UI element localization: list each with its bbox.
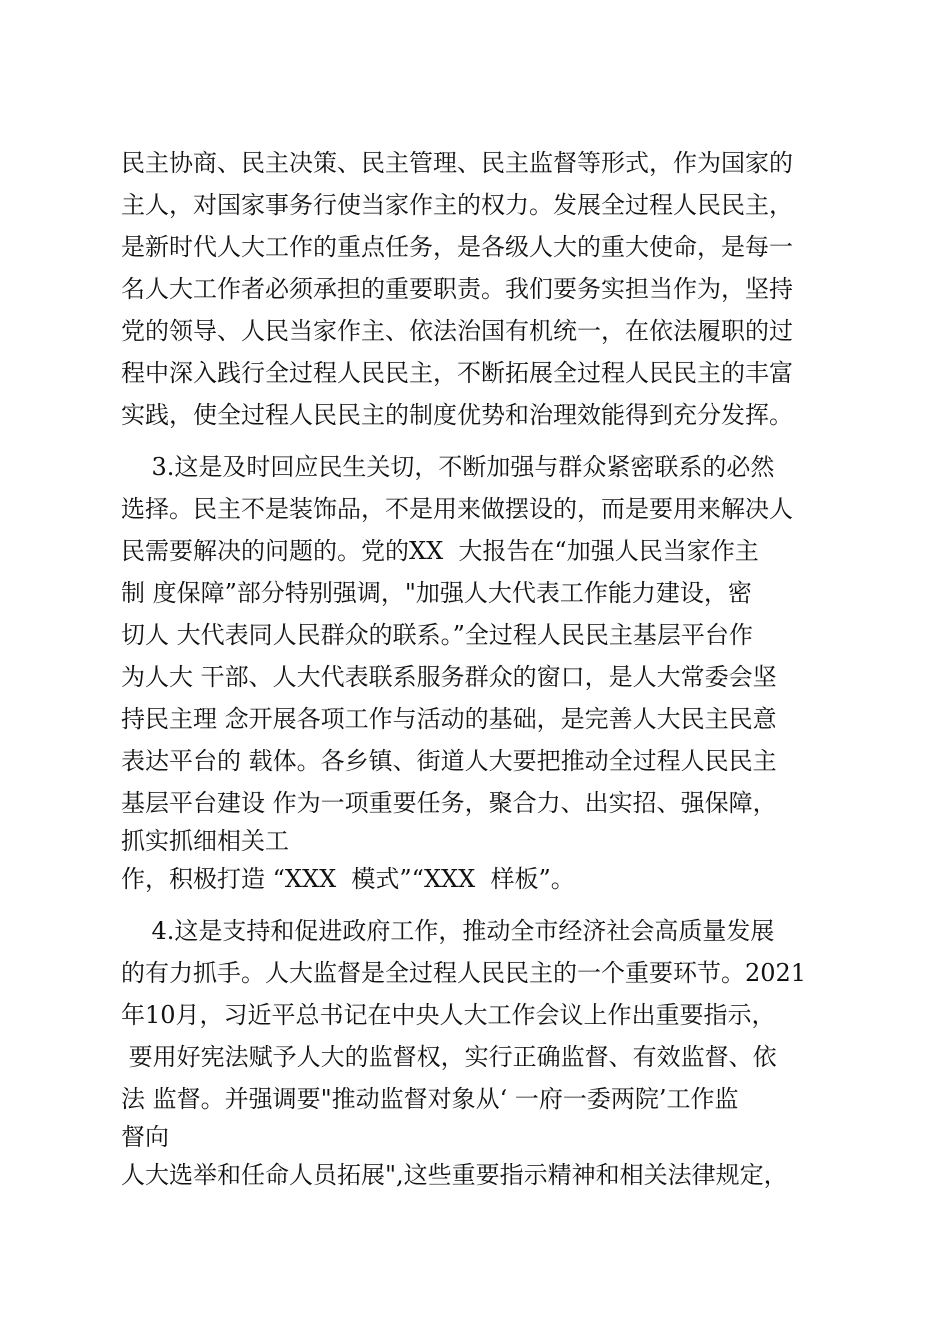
text-line: 党的领导、人民当家作主、依法治国有机统一，在依法履职的过	[121, 317, 793, 345]
text-line: 主人，对国家事务行使当家作主的权力。发展全过程人民民主，	[121, 191, 793, 219]
text-line: 选择。民主不是装饰品，不是用来做摆设的，而是要用来解决人	[121, 495, 793, 523]
text-line: 抓实抓细相关工	[121, 827, 289, 855]
text-line: 是新时代人大工作的重点任务，是各级人大的重大使命，是每一	[121, 233, 793, 261]
text-line: 名人大工作者必须承担的重要职责。我们要务实担当作为，坚持	[121, 275, 793, 303]
text-line: 督向	[121, 1123, 169, 1151]
paragraph-3-start: 3.这是及时回应民生关切，不断加强与群众紧密联系的必然	[121, 453, 775, 481]
text-line: 为人大 干部、人大代表联系服务群众的窗口，是人大常委会坚	[121, 663, 777, 691]
text-line: 民需要解决的问题的。党的XX 大报告在“加强人民当家作主	[121, 537, 759, 565]
paragraph-4-start: 4.这是支持和促进政府工作，推动全市经济社会高质量发展	[121, 917, 775, 945]
text-line: 程中深入践行全过程人民民主，不断拓展全过程人民民主的丰富	[121, 359, 793, 387]
text-line: 的有力抓手。人大监督是全过程人民民主的一个重要环节。2021	[121, 959, 807, 987]
text-line: 表达平台的 载体。各乡镇、街道人大要把推动全过程人民民主	[121, 747, 777, 775]
text-line: 法 监督。并强调要"推动监督对象从‘ 一府一委两院’工作监	[121, 1085, 739, 1113]
text-line: 人大选举和任命人员拓展",这些重要指示精神和相关法律规定，	[121, 1161, 788, 1189]
text-line: 切人 大代表同人民群众的联系。”全过程人民民主基层平台作	[121, 621, 753, 649]
text-line: 民主协商、民主决策、民主管理、民主监督等形式，作为国家的	[121, 149, 793, 177]
text-line: 作，积极打造 “XXX 模式”“XXX 样板”。	[121, 865, 575, 893]
text-line: 持民主理 念开展各项工作与活动的基础，是完善人大民主民意	[121, 705, 777, 733]
text-line: 实践，使全过程人民民主的制度优势和治理效能得到充分发挥。	[121, 401, 793, 429]
text-line: 制 度保障”部分特别强调，"加强人大代表工作能力建设，密	[121, 579, 752, 607]
text-line: 年10月，习近平总书记在中央人大工作会议上作出重要指示，	[121, 1001, 776, 1029]
text-line: 基层平台建设 作为一项重要任务，聚合力、出实招、强保障，	[121, 789, 777, 817]
text-line: 要用好宪法赋予人大的监督权，实行正确监督、有效监督、依	[121, 1043, 777, 1071]
